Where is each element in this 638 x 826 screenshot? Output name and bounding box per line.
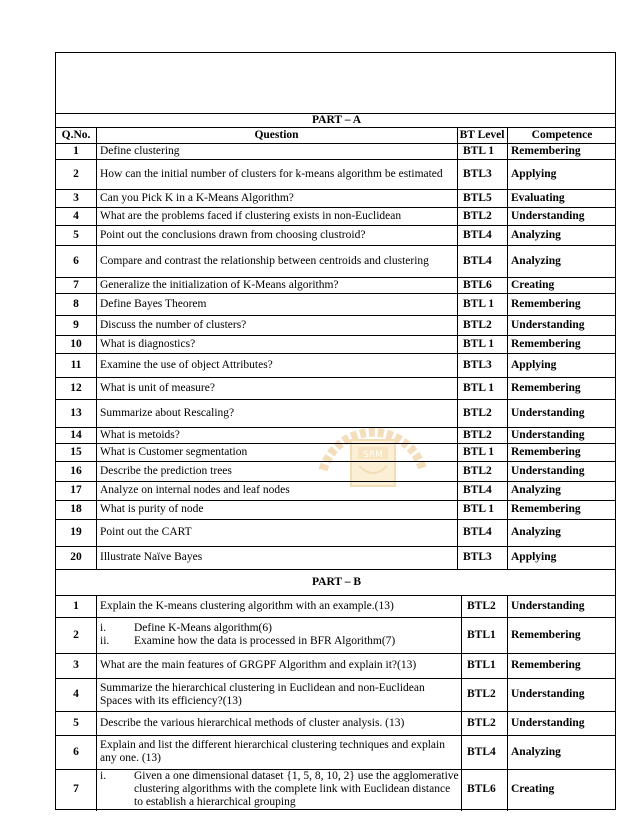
competence [507, 189, 617, 207]
header-competence-text: Competence [531, 128, 593, 141]
question-number [56, 519, 96, 546]
competence-text: Understanding [511, 716, 585, 729]
competence-text: Applying [511, 551, 557, 563]
competence-text: Understanding [511, 428, 585, 441]
competence-text: Remembering [511, 445, 581, 458]
bt-level-text: BTL6 [467, 782, 496, 795]
competence [507, 443, 617, 461]
question-text-text: Describe the various hierarchical methods of cluster analysis. (13) [100, 716, 405, 729]
bt-level-text: BTL1 [467, 659, 496, 671]
header-qno-text: Q.No. [61, 128, 91, 141]
question-number-text: 1 [73, 599, 79, 612]
header-question [96, 127, 457, 143]
column-divider [96, 127, 97, 569]
bt-level [457, 443, 507, 461]
question-text-text: Discuss the number of clusters? [100, 318, 247, 331]
question-text [96, 335, 457, 353]
bt-level-text: BTL2 [467, 716, 496, 729]
competence-text: Remembering [511, 659, 581, 671]
question-text-text: Examine the use of object Attributes? [100, 358, 273, 371]
question-number-text: 7 [73, 782, 79, 795]
question-text [96, 546, 457, 569]
question-text-text: Illustrate Naïve Bayes [100, 551, 203, 563]
header-question-text: Question [254, 128, 299, 141]
question-text [96, 225, 457, 245]
sub-question-text: Define K-Means algorithm(6) [134, 622, 272, 634]
sub-question [100, 770, 459, 809]
bt-level-text: BTL4 [463, 484, 492, 496]
question-text-text: Summarize the hierarchical clustering in Euclidean and non-Euclidean Spaces with its efficiency?(13) [100, 681, 425, 707]
question-number-text: 5 [73, 716, 79, 729]
competence [507, 653, 617, 678]
question-text-text: Generalize the initialization of K-Means algorithm? [100, 278, 339, 291]
bt-level [457, 519, 507, 546]
question-text-text: What is purity of node [100, 503, 204, 515]
competence-text: Analyzing [511, 254, 561, 267]
bt-level [457, 277, 507, 293]
bt-level-text: BTL6 [463, 278, 492, 291]
question-bank-table [55, 52, 616, 810]
competence-text: Remembering [511, 337, 581, 350]
question-number [56, 143, 96, 159]
sub-question-numeral: i. [100, 622, 107, 634]
question-text [96, 595, 461, 617]
question-number [56, 678, 96, 711]
question-text [96, 617, 461, 653]
row-divider [56, 595, 615, 596]
competence [507, 225, 617, 245]
question-number-text: 11 [70, 358, 82, 371]
competence [507, 546, 617, 569]
question-number [56, 335, 96, 353]
competence [507, 519, 617, 546]
competence-text: Analyzing [511, 228, 561, 241]
competence-text: Creating [511, 782, 555, 795]
competence [507, 617, 617, 653]
question-text-text: Summarize about Rescaling? [100, 406, 235, 419]
question-number-text: 6 [73, 254, 79, 267]
bt-level-text: BTL2 [463, 406, 492, 419]
bt-level [457, 500, 507, 519]
watermark-text: SRM [363, 450, 383, 460]
question-text [96, 399, 457, 427]
bt-level [457, 225, 507, 245]
competence-text: Analyzing [511, 526, 561, 538]
bt-level [457, 353, 507, 377]
question-text [96, 277, 457, 293]
bt-level [457, 335, 507, 353]
bt-level [457, 207, 507, 225]
question-text-text: Analyze on internal nodes and leaf nodes [100, 484, 290, 496]
question-text [96, 377, 457, 399]
bt-level [461, 595, 507, 617]
bt-level [457, 315, 507, 335]
header-bt-level [457, 127, 507, 143]
question-text [96, 735, 461, 769]
question-text-text: What are the main features of GRGPF Algorithm and explain it?(13) [100, 659, 417, 671]
question-number [56, 595, 96, 617]
competence [507, 769, 617, 809]
competence [507, 207, 617, 225]
question-text [96, 443, 457, 461]
bt-level [461, 735, 507, 769]
competence-text: Analyzing [511, 484, 561, 496]
question-text-text: What is diagnostics? [100, 337, 196, 350]
bt-level-text: BTL4 [463, 228, 492, 241]
bt-level [457, 427, 507, 443]
question-number [56, 353, 96, 377]
question-text-text: Point out the CART [100, 526, 192, 538]
competence [507, 735, 617, 769]
bt-level [461, 617, 507, 653]
question-number-text: 2 [73, 628, 79, 641]
bt-level-text: BTL2 [463, 209, 492, 222]
competence [507, 143, 617, 159]
question-number [56, 207, 96, 225]
competence [507, 595, 617, 617]
competence [507, 315, 617, 335]
competence [507, 353, 617, 377]
question-text [96, 500, 457, 519]
question-number [56, 481, 96, 500]
competence [507, 481, 617, 500]
bt-level-text: BTL2 [467, 688, 496, 700]
question-number-text: 14 [70, 428, 82, 441]
competence [507, 399, 617, 427]
bt-level-text: BTL3 [463, 167, 492, 180]
question-text-text: Define clustering [100, 144, 180, 157]
question-number [56, 159, 96, 189]
question-text-text: Explain and list the different hierarchical clustering techniques and explain any one. (13) [100, 739, 445, 764]
bt-level [457, 293, 507, 315]
bt-level [457, 159, 507, 189]
question-number [56, 769, 96, 809]
column-divider [96, 595, 97, 811]
column-divider [507, 127, 508, 569]
question-text [96, 245, 457, 277]
competence-text: Understanding [511, 464, 585, 477]
question-text-text: Compare and contrast the relationship between centroids and clustering [100, 254, 429, 267]
question-number [56, 735, 96, 769]
question-number-text: 4 [73, 209, 79, 222]
competence [507, 500, 617, 519]
question-number [56, 315, 96, 335]
bt-level-text: BTL 1 [463, 445, 495, 458]
bt-level [457, 245, 507, 277]
competence-text: Understanding [511, 318, 585, 331]
sub-question-numeral: ii. [100, 635, 110, 647]
question-number-text: 3 [73, 191, 79, 204]
bt-level-text: BTL2 [467, 599, 496, 612]
competence [507, 427, 617, 443]
column-divider [457, 127, 458, 569]
header-qno [56, 127, 96, 143]
sub-question-numeral: i. [100, 769, 107, 782]
question-number [56, 189, 96, 207]
question-text [96, 711, 461, 735]
question-number-text: 19 [70, 526, 82, 538]
column-divider [507, 595, 508, 811]
question-number-text: 10 [70, 337, 82, 350]
part-b-title-text: PART – B [311, 575, 361, 588]
question-text [96, 315, 457, 335]
bt-level-text: BTL4 [467, 745, 496, 758]
competence-text: Remembering [511, 144, 581, 157]
competence [507, 678, 617, 711]
competence [507, 711, 617, 735]
bt-level [461, 711, 507, 735]
question-text-text: What is unit of measure? [100, 381, 215, 394]
question-number-text: 15 [70, 445, 82, 458]
question-text-text: Point out the conclusions drawn from choosing clustroid? [100, 228, 366, 241]
question-number-text: 17 [70, 484, 82, 496]
question-text-text: What are the problems faced if clustering exists in non-Euclidean [100, 209, 402, 222]
competence-text: Creating [511, 278, 555, 291]
sub-question [100, 635, 459, 648]
question-number [56, 711, 96, 735]
header-competence [507, 127, 617, 143]
bt-level-text: BTL2 [463, 318, 492, 331]
competence-text: Understanding [511, 209, 585, 222]
question-number [56, 225, 96, 245]
bt-level-text: BTL 1 [463, 297, 495, 310]
competence-text: Remembering [511, 628, 581, 641]
competence [507, 277, 617, 293]
question-number-text: 13 [70, 406, 82, 419]
competence [507, 335, 617, 353]
question-number-text: 3 [73, 659, 79, 671]
question-number [56, 461, 96, 481]
question-text-text: What is metoids? [100, 428, 180, 441]
question-number-text: 6 [73, 745, 79, 758]
bt-level [457, 189, 507, 207]
bt-level [457, 377, 507, 399]
question-number [56, 293, 96, 315]
competence-text: Understanding [511, 406, 585, 419]
bt-level-text: BTL 1 [463, 144, 495, 157]
bt-level-text: BTL1 [467, 628, 496, 641]
bt-level-text: BTL2 [463, 464, 492, 477]
question-text [96, 461, 457, 481]
question-number [56, 443, 96, 461]
bt-level [457, 481, 507, 500]
competence-text: Applying [511, 358, 557, 371]
question-number-text: 9 [73, 318, 79, 331]
question-number-text: 18 [70, 503, 82, 515]
part-b-title [56, 569, 617, 595]
bt-level [457, 399, 507, 427]
question-text-text: What is Customer segmentation [100, 445, 248, 458]
question-text [96, 481, 457, 500]
bt-level-text: BTL4 [463, 254, 492, 267]
question-text [96, 678, 461, 711]
question-text [96, 653, 461, 678]
question-text-text: Describe the prediction trees [100, 464, 232, 477]
question-number-text: 8 [73, 297, 79, 310]
question-number-text: 1 [73, 144, 79, 157]
question-number [56, 399, 96, 427]
question-number [56, 277, 96, 293]
question-number-text: 2 [73, 167, 79, 180]
competence [507, 377, 617, 399]
question-text [96, 189, 457, 207]
bt-level-text: BTL4 [463, 526, 492, 538]
part-a-title-text: PART – A [311, 113, 361, 126]
sub-question-text: Given a one dimensional dataset {1, 5, 8, 10, 2} use the agglomerative clustering algorithms with the complete link with Euclidean distance to establish a hierarchical grouping [134, 769, 459, 808]
question-number [56, 546, 96, 569]
question-text [96, 207, 457, 225]
bt-level [457, 143, 507, 159]
question-text [96, 293, 457, 315]
bt-level [457, 546, 507, 569]
competence-text: Analyzing [511, 745, 561, 758]
question-number-text: 20 [70, 551, 82, 563]
question-number [56, 245, 96, 277]
question-text-text: How can the initial number of clusters for k-means algorithm be estimated [100, 167, 443, 180]
question-number-text: 4 [73, 688, 79, 700]
competence [507, 159, 617, 189]
question-text-text: Explain the K-means clustering algorithm with an example.(13) [100, 599, 394, 612]
question-text [96, 353, 457, 377]
bt-level [461, 678, 507, 711]
question-number-text: 16 [70, 464, 82, 477]
question-number-text: 5 [73, 228, 79, 241]
competence [507, 293, 617, 315]
question-number [56, 377, 96, 399]
competence [507, 461, 617, 481]
bt-level-text: BTL 1 [463, 503, 495, 515]
competence-text: Understanding [511, 599, 585, 612]
competence [507, 245, 617, 277]
question-number-text: 12 [70, 381, 82, 394]
competence-text: Applying [511, 167, 557, 180]
question-text [96, 143, 457, 159]
question-number [56, 653, 96, 678]
competence-text: Understanding [511, 688, 585, 700]
header-bt-level-text: BT Level [459, 128, 505, 141]
question-number [56, 617, 96, 653]
bt-level [461, 653, 507, 678]
question-text [96, 769, 461, 809]
part-a-title [56, 113, 617, 127]
question-number [56, 500, 96, 519]
column-divider [461, 595, 462, 811]
bt-level-text: BTL2 [463, 428, 492, 441]
question-text [96, 159, 457, 189]
competence-text: Evaluating [511, 191, 565, 204]
competence-text: Remembering [511, 297, 581, 310]
bt-level-text: BTL3 [463, 551, 492, 563]
bt-level-text: BTL 1 [463, 381, 495, 394]
competence-text: Remembering [511, 503, 581, 515]
sub-question [100, 622, 459, 635]
question-text [96, 427, 457, 443]
question-text [96, 519, 457, 546]
bt-level-text: BTL5 [463, 191, 492, 204]
bt-level [461, 769, 507, 809]
sub-question-text: Examine how the data is processed in BFR Algorithm(7) [134, 635, 396, 647]
bt-level [457, 461, 507, 481]
question-number [56, 427, 96, 443]
question-text-text: Define Bayes Theorem [100, 297, 207, 310]
bt-level-text: BTL3 [463, 358, 492, 371]
competence-text: Remembering [511, 381, 581, 394]
question-number-text: 7 [73, 278, 79, 291]
bt-level-text: BTL 1 [463, 337, 495, 350]
question-text-text: Can you Pick K in a K-Means Algorithm? [100, 191, 294, 204]
